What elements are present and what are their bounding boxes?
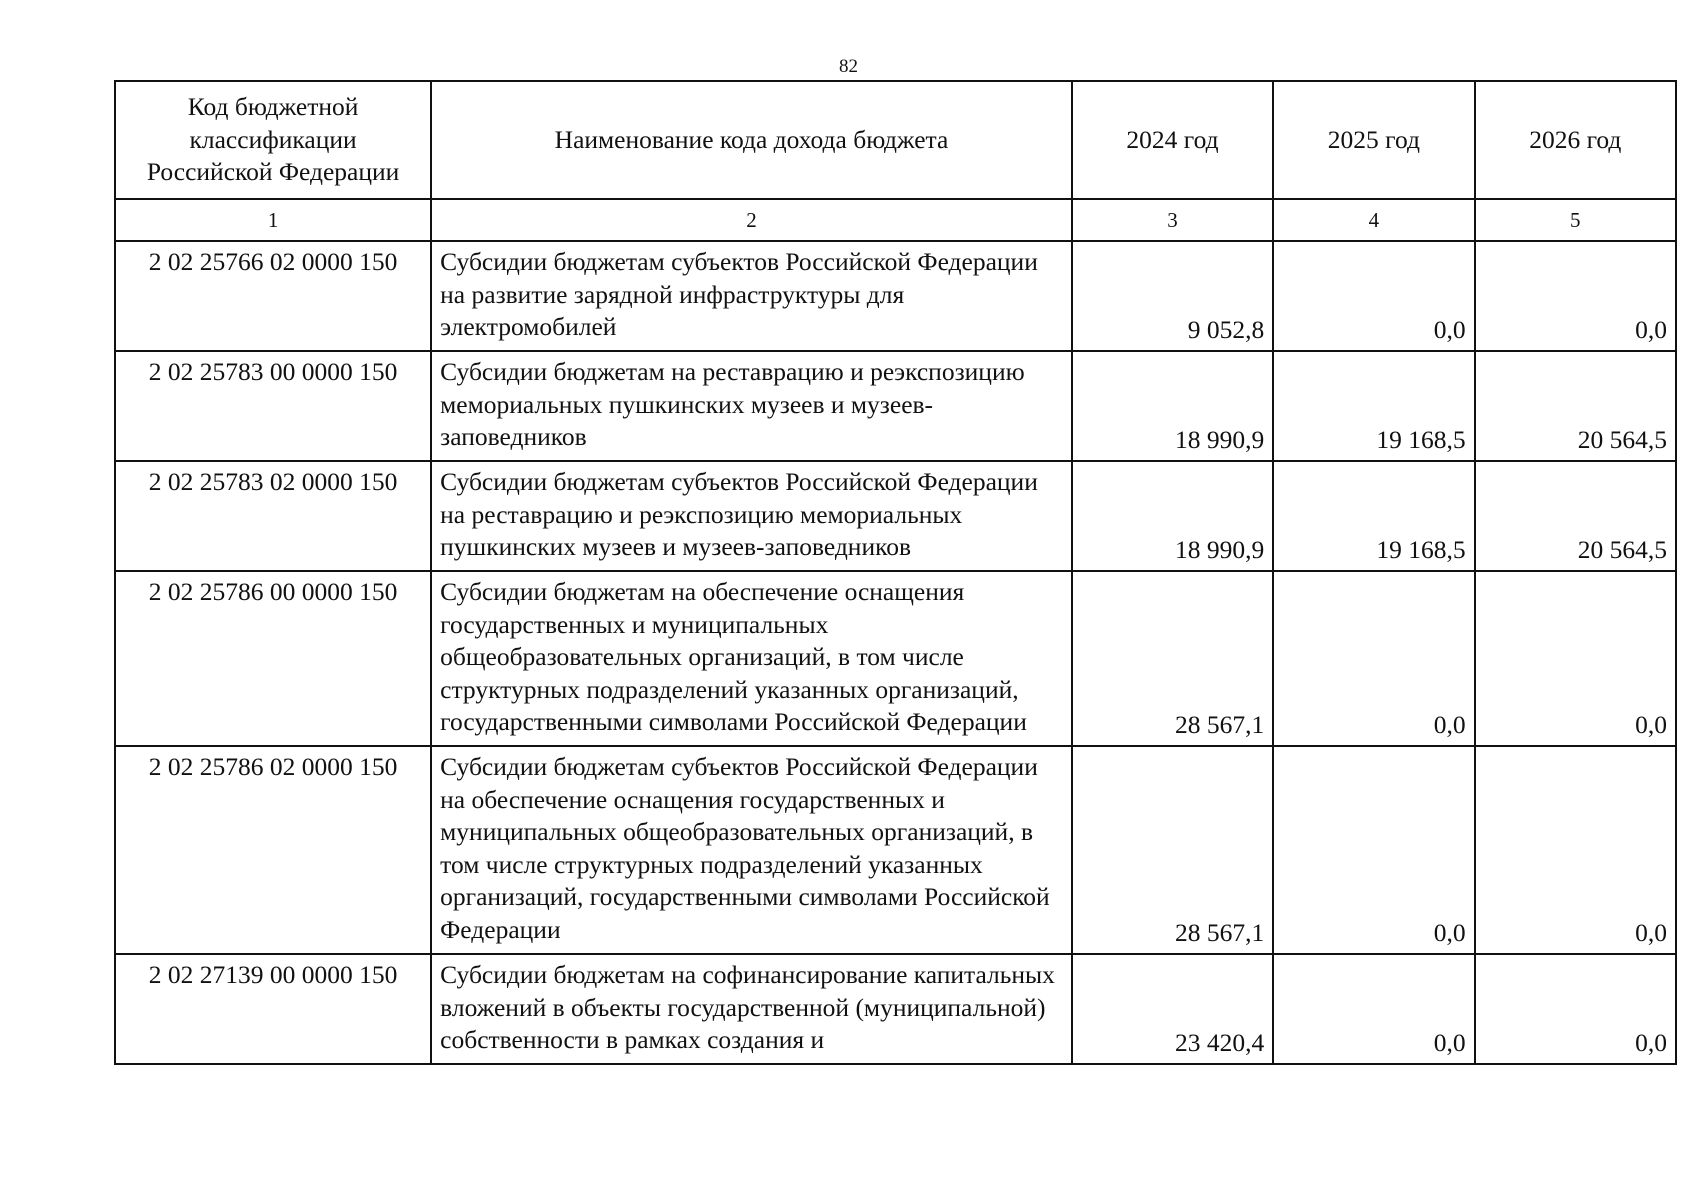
revenue-name: Субсидии бюджетам на софинансирование капитальных вложений в объекты государственной (муниципальной) собственности в рамках создания и xyxy=(431,954,1072,1064)
revenue-name: Субсидии бюджетам субъектов Российской Федерации на реставрацию и реэкспозицию мемориальных пушкинских музеев и музеев-заповедников xyxy=(431,461,1072,571)
amount-2024: 28 567,1 xyxy=(1072,746,1273,954)
amount-2024: 9 052,8 xyxy=(1072,241,1273,351)
table-row xyxy=(115,571,1676,746)
header-year-2026: 2026 год xyxy=(1475,81,1676,199)
column-number: 3 xyxy=(1072,199,1273,241)
revenue-name: Субсидии бюджетам на реставрацию и реэкспозицию мемориальных пушкинских музеев и музеев-заповедников xyxy=(431,351,1072,461)
amount-2025: 0,0 xyxy=(1273,241,1474,351)
amount-2024: 18 990,9 xyxy=(1072,461,1273,571)
amount-2024: 18 990,9 xyxy=(1072,351,1273,461)
column-number: 4 xyxy=(1273,199,1474,241)
budget-code: 2 02 25786 02 0000 150 xyxy=(115,746,431,954)
header-name: Наименование кода дохода бюджета xyxy=(431,81,1072,199)
revenue-name: Субсидии бюджетам субъектов Российской Федерации на обеспечение оснащения государственных и муниципальных общеобразовательных организаций, в том числе структурных подразделений указанных организаций, государственными символами Российской Федерации xyxy=(431,746,1072,954)
amount-2025: 0,0 xyxy=(1273,571,1474,746)
column-number: 5 xyxy=(1475,199,1676,241)
amount-2024: 28 567,1 xyxy=(1072,571,1273,746)
column-number-row xyxy=(115,199,1676,241)
table-row xyxy=(115,241,1676,351)
table-row xyxy=(115,351,1676,461)
budget-code: 2 02 25783 02 0000 150 xyxy=(115,461,431,571)
budget-code: 2 02 25783 00 0000 150 xyxy=(115,351,431,461)
header-year-2024: 2024 год xyxy=(1072,81,1273,199)
amount-2024: 23 420,4 xyxy=(1072,954,1273,1064)
table-row xyxy=(115,746,1676,954)
budget-code: 2 02 27139 00 0000 150 xyxy=(115,954,431,1064)
amount-2025: 19 168,5 xyxy=(1273,351,1474,461)
budget-code: 2 02 25786 00 0000 150 xyxy=(115,571,431,746)
amount-2026: 20 564,5 xyxy=(1475,351,1676,461)
amount-2025: 0,0 xyxy=(1273,954,1474,1064)
amount-2026: 0,0 xyxy=(1475,954,1676,1064)
page-number: 82 xyxy=(839,56,858,77)
table-row xyxy=(115,461,1676,571)
revenue-name: Субсидии бюджетам субъектов Российской Федерации на развитие зарядной инфраструктуры для электромобилей xyxy=(431,241,1072,351)
table-row xyxy=(115,954,1676,1064)
amount-2026: 0,0 xyxy=(1475,746,1676,954)
budget-code: 2 02 25766 02 0000 150 xyxy=(115,241,431,351)
amount-2025: 0,0 xyxy=(1273,746,1474,954)
header-code: Код бюджетной классификации Российской Федерации xyxy=(115,81,431,199)
budget-revenue-table xyxy=(114,80,1677,1065)
header-year-2025: 2025 год xyxy=(1273,81,1474,199)
revenue-name: Субсидии бюджетам на обеспечение оснащения государственных и муниципальных общеобразовательных организаций, в том числе структурных подразделений указанных организаций, государственными символами Российской Федерации xyxy=(431,571,1072,746)
amount-2025: 19 168,5 xyxy=(1273,461,1474,571)
column-number: 2 xyxy=(431,199,1072,241)
amount-2026: 20 564,5 xyxy=(1475,461,1676,571)
column-number: 1 xyxy=(115,199,431,241)
amount-2026: 0,0 xyxy=(1475,571,1676,746)
table-header-row xyxy=(115,81,1676,199)
amount-2026: 0,0 xyxy=(1475,241,1676,351)
